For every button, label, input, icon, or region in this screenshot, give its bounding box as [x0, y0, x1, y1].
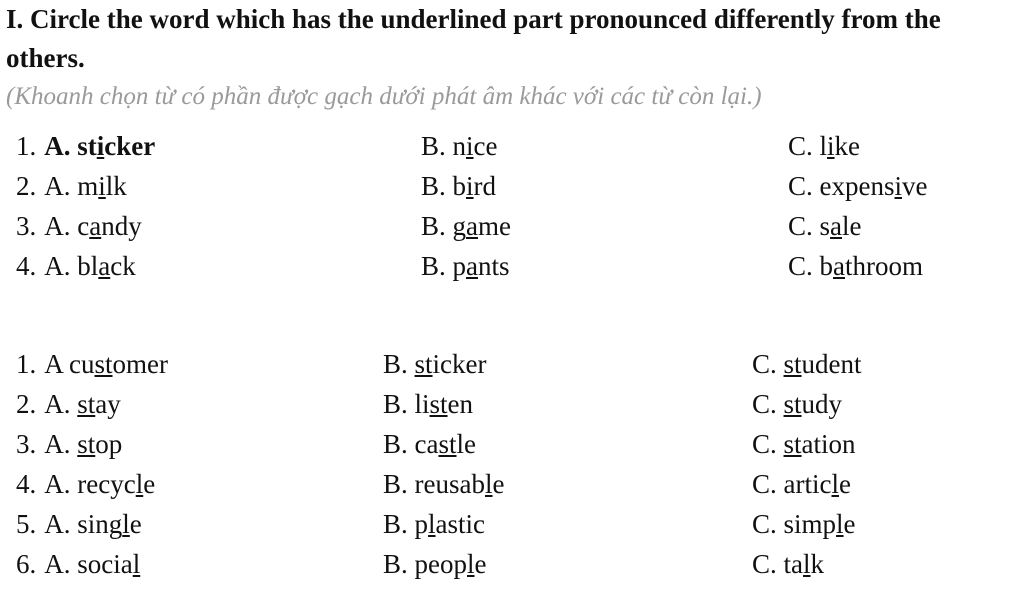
word-part: cu — [69, 349, 95, 379]
underlined-part: st — [783, 389, 802, 419]
underlined-part: l — [122, 509, 130, 539]
option-b[interactable] — [383, 426, 476, 462]
word-part: udy — [801, 389, 843, 419]
word-part: rd — [473, 171, 497, 201]
option-word — [784, 389, 843, 419]
word-part: throom — [845, 251, 923, 281]
question-row — [0, 386, 1024, 422]
underlined-part: st — [94, 349, 113, 379]
underlined-part: a — [833, 251, 845, 281]
question-row — [0, 128, 1024, 164]
word-part: ce — [473, 131, 498, 161]
option-word — [77, 549, 140, 579]
option-word — [77, 251, 135, 281]
option-letter: B. — [421, 131, 446, 161]
option-c[interactable] — [752, 546, 824, 582]
word-part: ck — [110, 251, 136, 281]
word-part: l — [819, 131, 828, 161]
question-number: 1. — [16, 131, 37, 161]
option-a[interactable] — [16, 466, 155, 502]
word-part: socia — [77, 549, 133, 579]
question-row — [0, 208, 1024, 244]
option-letter: A. — [44, 251, 71, 281]
option-a[interactable] — [16, 426, 122, 462]
option-letter: B. — [421, 251, 446, 281]
option-c[interactable] — [752, 386, 842, 422]
underlined-part: l — [836, 509, 844, 539]
word-part: p — [452, 251, 467, 281]
option-letter: B. — [421, 211, 446, 241]
underlined-part: a — [830, 211, 843, 241]
option-c[interactable] — [788, 208, 862, 244]
question-row — [0, 546, 1024, 582]
option-letter: A. — [44, 211, 71, 241]
question-row — [0, 168, 1024, 204]
word-part: e — [474, 549, 487, 579]
option-word — [820, 251, 923, 281]
option-a[interactable] — [16, 248, 136, 284]
underlined-part: st — [783, 429, 802, 459]
option-word — [784, 549, 825, 579]
option-b[interactable] — [421, 208, 511, 244]
underlined-part: st — [414, 349, 433, 379]
option-word — [415, 469, 505, 499]
question-number: 4. — [16, 469, 37, 499]
option-letter: A. — [44, 509, 71, 539]
word-part: en — [447, 389, 474, 419]
option-word — [77, 131, 155, 161]
option-c[interactable] — [788, 248, 923, 284]
option-letter: B. — [383, 429, 408, 459]
underlined-part: a — [98, 251, 111, 281]
option-word — [820, 131, 861, 161]
option-b[interactable] — [383, 386, 473, 422]
word-part: ta — [783, 549, 804, 579]
option-a[interactable] — [16, 386, 121, 422]
option-b[interactable] — [421, 168, 496, 204]
option-letter: B. — [383, 469, 408, 499]
option-word — [820, 171, 928, 201]
word-part: me — [478, 211, 511, 241]
option-c[interactable] — [752, 466, 851, 502]
word-part: ation — [801, 429, 856, 459]
option-word — [453, 251, 510, 281]
question-row — [0, 426, 1024, 462]
option-word — [77, 211, 141, 241]
underlined-part: a — [466, 211, 478, 241]
option-c[interactable] — [788, 128, 860, 164]
word-part: artic — [783, 469, 832, 499]
word-part: e — [143, 469, 156, 499]
option-word — [77, 171, 127, 201]
word-part: e — [129, 509, 142, 539]
option-word — [415, 389, 474, 419]
option-a[interactable] — [16, 546, 140, 582]
question-number: 3. — [16, 429, 37, 459]
option-c[interactable] — [752, 426, 856, 462]
option-b[interactable] — [383, 506, 485, 542]
word-part: ke — [834, 131, 861, 161]
option-word — [784, 429, 856, 459]
underlined-part: l — [831, 469, 839, 499]
option-letter: A. — [44, 429, 71, 459]
word-part: p — [414, 509, 429, 539]
option-letter: A — [44, 349, 63, 379]
word-part: le — [456, 429, 476, 459]
option-letter: C. — [788, 131, 813, 161]
question-row — [0, 466, 1024, 502]
option-letter: B. — [383, 349, 408, 379]
word-part: n — [452, 131, 467, 161]
word-part: nts — [478, 251, 510, 281]
option-word — [453, 211, 511, 241]
underlined-part: a — [466, 251, 478, 281]
option-b[interactable] — [383, 466, 504, 502]
word-part: k — [810, 549, 825, 579]
option-word — [453, 171, 497, 201]
option-a[interactable] — [16, 506, 142, 542]
option-c[interactable] — [752, 346, 862, 382]
option-a[interactable] — [16, 346, 168, 382]
option-letter: C. — [788, 251, 813, 281]
option-letter: B. — [383, 549, 408, 579]
underlined-part: l — [428, 509, 436, 539]
option-letter: C. — [752, 549, 777, 579]
underlined-part: l — [484, 469, 493, 499]
word-part: simp — [783, 509, 837, 539]
underlined-part: i — [466, 171, 474, 201]
word-part: c — [77, 211, 90, 241]
option-letter: C. — [752, 509, 777, 539]
word-part: lk — [105, 171, 127, 201]
question-number: 2. — [16, 389, 37, 419]
word-part: ndy — [101, 211, 142, 241]
option-a[interactable] — [16, 208, 142, 244]
option-letter: B. — [383, 389, 408, 419]
option-word — [415, 509, 486, 539]
word-part: peop — [414, 549, 467, 579]
word-part: bl — [77, 251, 99, 281]
option-b[interactable] — [383, 346, 487, 382]
underlined-part: st — [429, 389, 448, 419]
word-part: e — [492, 469, 505, 499]
question-number: 6. — [16, 549, 37, 579]
underlined-part: a — [89, 211, 102, 241]
option-c[interactable] — [752, 506, 856, 542]
option-b[interactable] — [383, 546, 487, 582]
word-part: sing — [77, 509, 123, 539]
underlined-part: st — [438, 429, 457, 459]
option-word — [784, 509, 856, 539]
option-letter: C. — [752, 389, 777, 419]
word-part: omer — [112, 349, 168, 379]
word-part: b — [452, 171, 467, 201]
word-part: astic — [435, 509, 486, 539]
option-c[interactable] — [788, 168, 928, 204]
exercise-title: I. Circle the word which has the underlined part pronounced differently from the others. — [6, 4, 941, 73]
option-word — [77, 509, 142, 539]
option-word — [77, 389, 121, 419]
word-part: b — [819, 251, 834, 281]
option-word — [784, 349, 862, 379]
option-letter: B. — [383, 509, 408, 539]
option-letter: A. — [44, 469, 71, 499]
underlined-part: l — [135, 469, 144, 499]
word-part: icker — [432, 349, 487, 379]
underlined-part: i — [96, 131, 105, 161]
option-letter: C. — [752, 469, 777, 499]
word-part: cker — [104, 131, 156, 161]
option-letter: A. — [44, 171, 71, 201]
option-word — [415, 429, 476, 459]
question-number: 5. — [16, 509, 37, 539]
question-row — [0, 506, 1024, 542]
option-word — [69, 349, 168, 379]
underlined-part: st — [783, 349, 802, 379]
option-letter: A. — [44, 549, 71, 579]
word-part: expens — [819, 171, 895, 201]
option-a[interactable] — [16, 128, 155, 164]
underlined-part: i — [894, 171, 903, 201]
option-b[interactable] — [421, 128, 498, 164]
word-part: li — [414, 389, 430, 419]
word-part: e — [839, 469, 851, 499]
option-letter: C. — [752, 429, 777, 459]
word-part: udent — [801, 349, 862, 379]
option-word — [820, 211, 862, 241]
question-number: 3. — [16, 211, 37, 241]
underlined-part: l — [132, 549, 141, 579]
word-part: ay — [95, 389, 121, 419]
option-letter: B. — [421, 171, 446, 201]
option-word — [453, 131, 498, 161]
question-row — [0, 346, 1024, 382]
option-a[interactable] — [16, 168, 127, 204]
word-part: reusab — [414, 469, 485, 499]
word-part: recyc — [77, 469, 136, 499]
option-letter: A. — [44, 389, 71, 419]
option-letter: A. — [44, 131, 71, 161]
word-part: g — [452, 211, 467, 241]
question-row — [0, 248, 1024, 284]
word-part: ca — [414, 429, 439, 459]
underlined-part: i — [827, 131, 835, 161]
word-part: ve — [902, 171, 928, 201]
option-word — [784, 469, 851, 499]
question-number: 1. — [16, 349, 37, 379]
word-part: st — [77, 131, 97, 161]
word-part: s — [819, 211, 831, 241]
word-part: e — [843, 509, 856, 539]
underlined-part: i — [98, 171, 106, 201]
underlined-part: l — [803, 549, 811, 579]
option-letter: C. — [752, 349, 777, 379]
underlined-part: l — [467, 549, 475, 579]
word-part: le — [842, 211, 862, 241]
option-letter: C. — [788, 211, 813, 241]
word-part: m — [77, 171, 99, 201]
question-number: 4. — [16, 251, 37, 281]
option-letter: C. — [788, 171, 813, 201]
question-number: 2. — [16, 171, 37, 201]
option-word — [415, 349, 487, 379]
underlined-part: i — [466, 131, 474, 161]
word-part: op — [95, 429, 123, 459]
underlined-part: st — [77, 429, 96, 459]
option-word — [77, 429, 122, 459]
option-word — [415, 549, 487, 579]
option-word — [77, 469, 155, 499]
underlined-part: st — [77, 389, 96, 419]
option-b[interactable] — [421, 248, 510, 284]
exercise-instruction-vi: (Khoanh chọn từ có phần được gạch dưới phát âm khác với các từ còn lại.) — [6, 83, 762, 110]
